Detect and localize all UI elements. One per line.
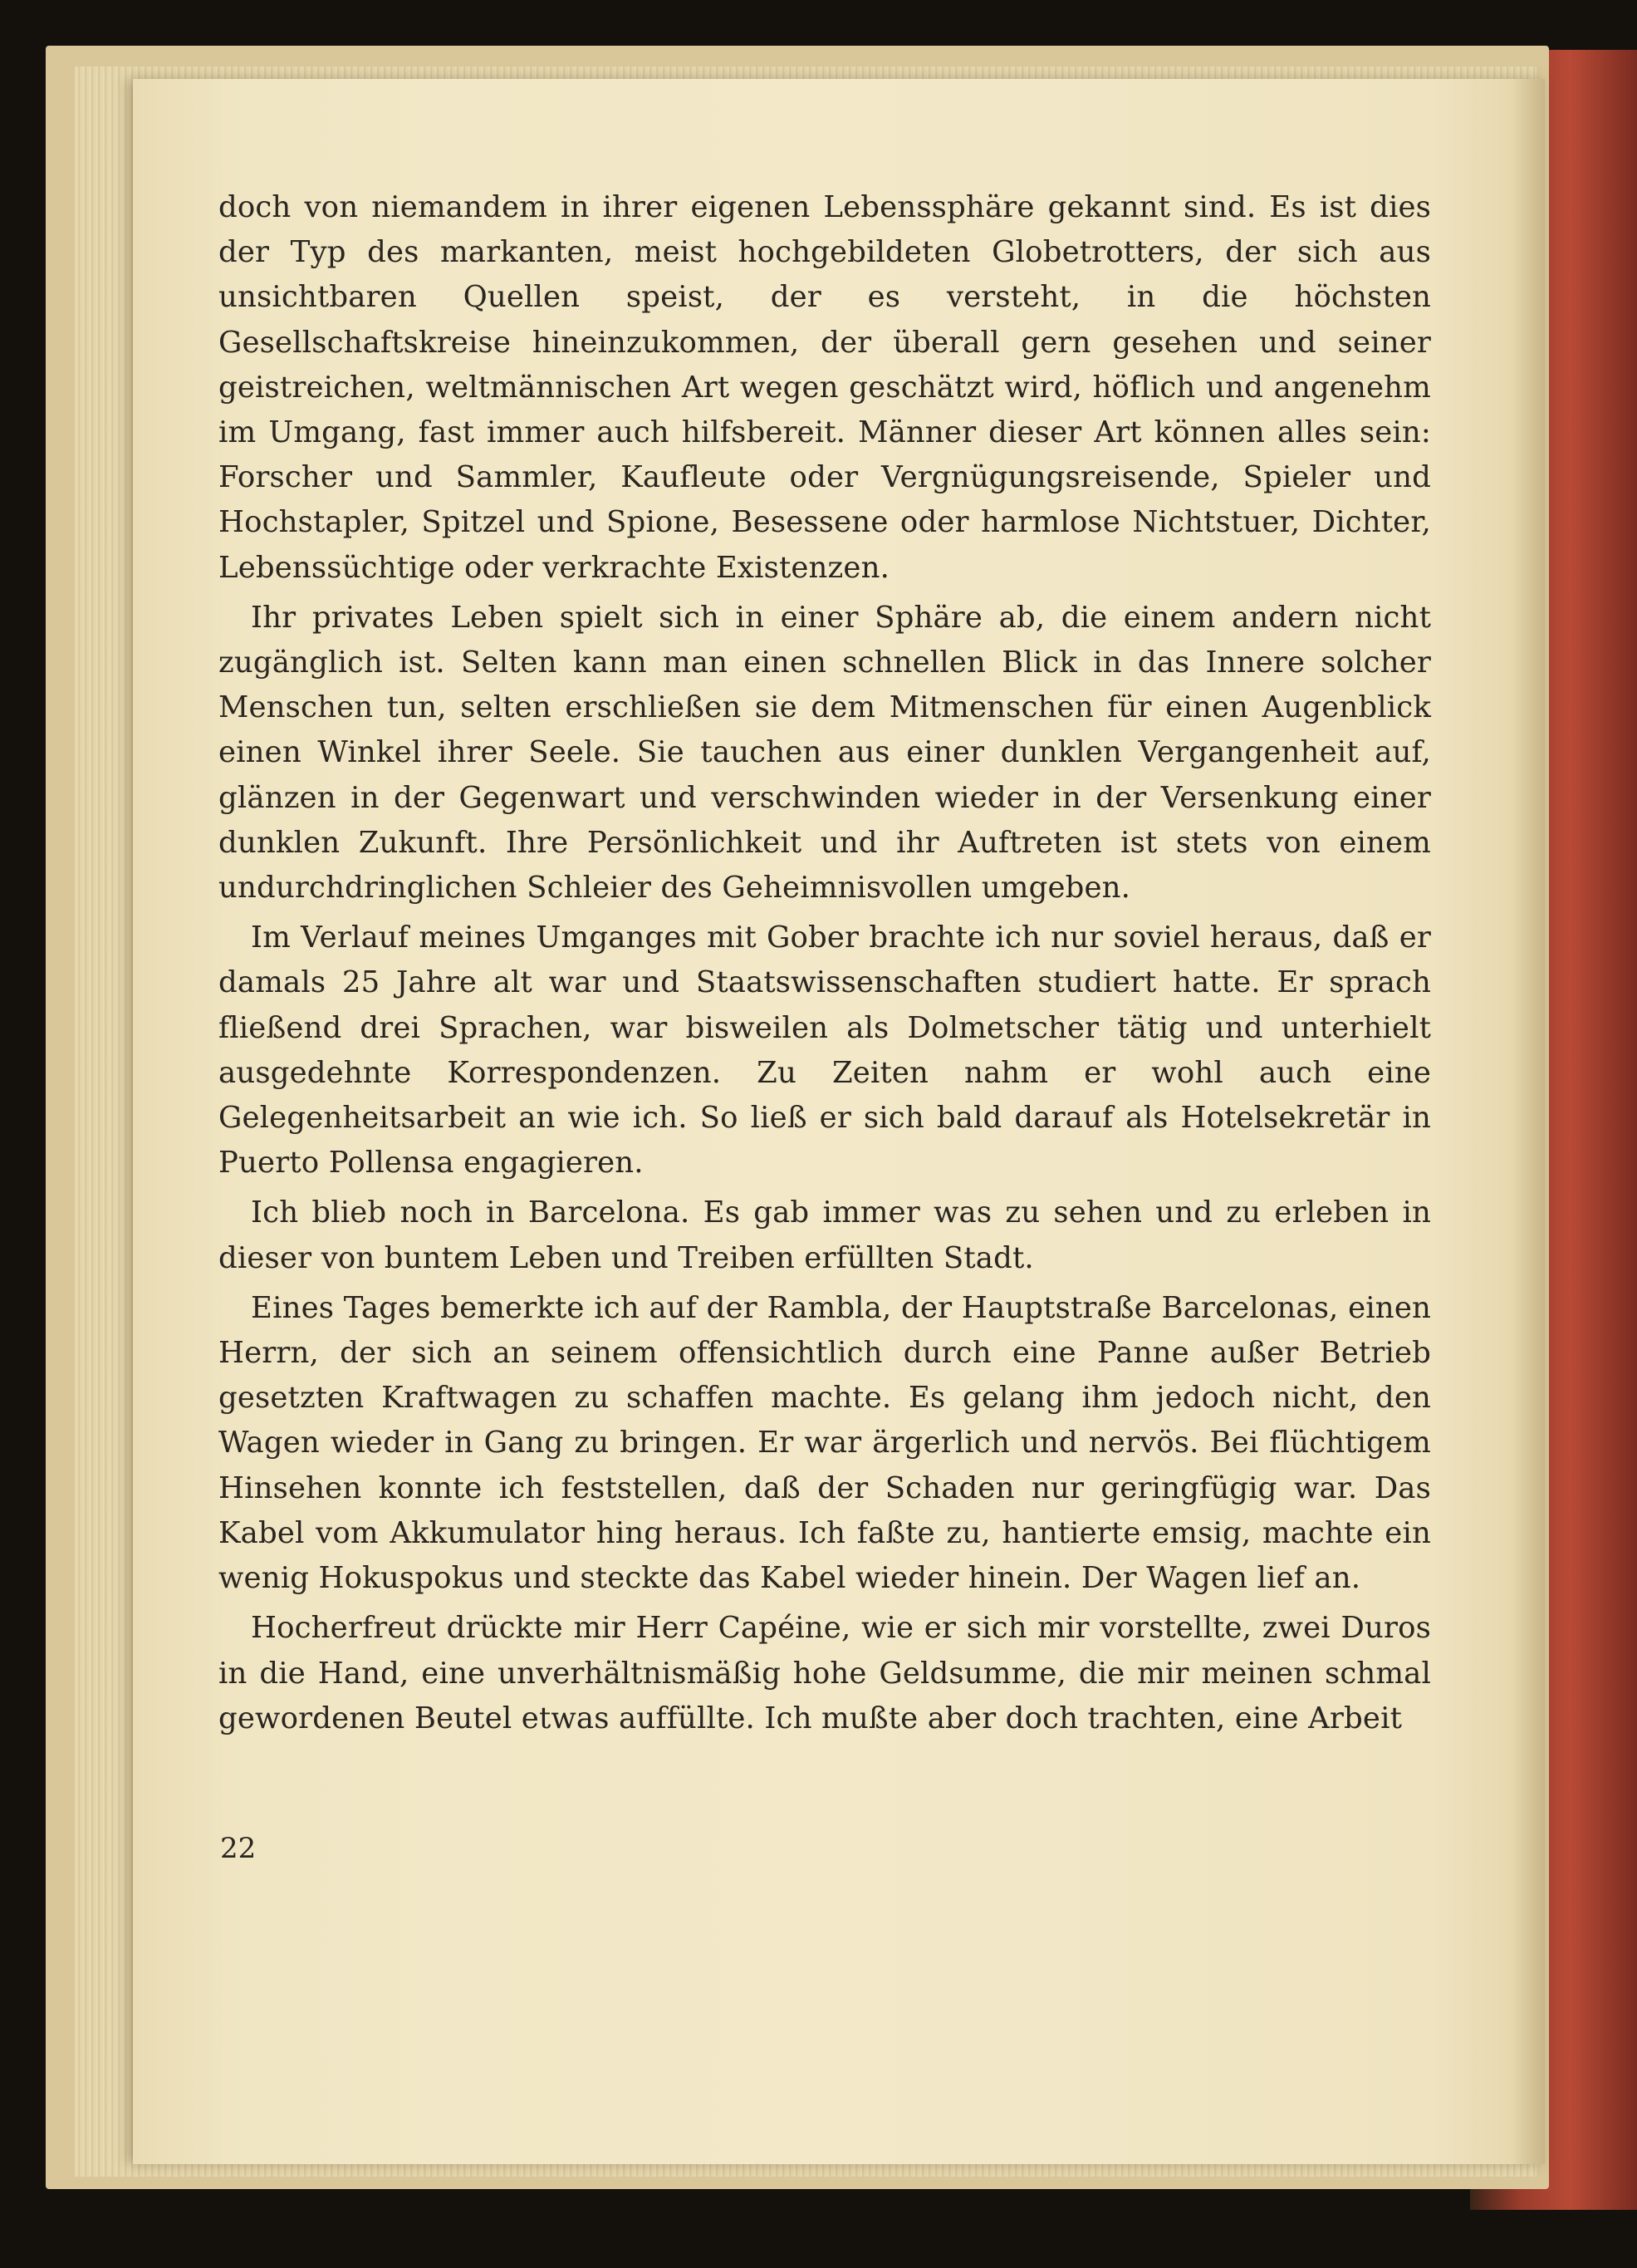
paragraph: doch von niemandem in ihrer eigenen Lebenssphäre gekannt sind. Es ist dies der Typ des markanten, meist hochgebildeten Globetrotters, der sich aus unsichtbaren Quellen speist, der es versteht, in die höchsten Gesellschaftskreise hineinzukommen, der überall gern gesehen und seiner geistreichen, weltmännischen Art wegen geschätzt wird, höflich und angenehm im Umgang, fast immer auch hilfsbereit. Männer dieser Art können alles sein: Forscher und Sammler, Kaufleute oder Vergnügungsreisende, Spieler und Hochstapler, Spitzel und Spione, Besessene oder harmlose Nichtstuer, Dichter, Lebenssüchtige oder verkrachte Existenzen. xyxy=(218,190,1431,585)
paragraph: Ihr privates Leben spielt sich in einer Sphäre ab, die einem andern nicht zugänglich ist. Selten kann man einen schnellen Blick in das Innere solcher Menschen tun, selten erschließen sie dem Mitmenschen für einen Augenblick einen Winkel ihrer Seele. Sie tauchen aus einer dunklen Vergangenheit auf, glänzen in der Gegenwart und verschwinden wieder in der Versenkung einer dunklen Zukunft. Ihre Persönlichkeit und ihr Auftreten ist stets von einem undurchdringlichen Schleier des Geheimnisvollen umgeben. xyxy=(218,600,1431,906)
gutter-shadow xyxy=(1512,79,1545,2164)
paragraph: Im Verlauf meines Umganges mit Gober brachte ich nur soviel heraus, daß er damals 25 Jahre alt war und Staatswissenschaften studiert hatte. Er sprach fließend drei Sprachen, war bisweilen als Dolmetscher tätig und unterhielt ausgedehnte Korrespondenzen. Zu Zeiten nahm er wohl auch eine Gelegenheitsarbeit an wie ich. So ließ er sich bald darauf als Hotelsekretär in Puerto Pollensa engagieren. xyxy=(218,920,1431,1181)
paragraph: Hocherfreut drückte mir Herr Capéine, wie er sich mir vorstellte, zwei Duros in die Hand, eine unverhältnismäßig hohe Geldsumme, die mir meinen schmal gewordenen Beutel etwas auffüllte. Ich mußte aber doch trachten, eine Arbeit xyxy=(218,1611,1431,1735)
paragraph: Eines Tages bemerkte ich auf der Rambla, der Hauptstraße Barcelonas, einen Herrn, der sich an seinem offensichtlich durch eine Panne außer Betrieb gesetzten Kraftwagen zu schaffen machte. Es gelang ihm jedoch nicht, den Wagen wieder in Gang zu bringen. Er war ärgerlich und nervös. Bei flüchtigem Hinsehen konnte ich feststellen, daß der Schaden nur geringfügig war. Das Kabel vom Akkumulator hing heraus. Ich faßte zu, hantierte emsig, machte ein wenig Hokuspokus und steckte das Kabel wieder hinein. Der Wagen lief an. xyxy=(218,1290,1431,1596)
body-text xyxy=(218,185,1431,1746)
page-number: 22 xyxy=(220,1832,257,1865)
paragraph: Ich blieb noch in Barcelona. Es gab immer was zu sehen und zu erleben in dieser von buntem Leben und Treiben erfüllten Stadt. xyxy=(218,1195,1431,1275)
